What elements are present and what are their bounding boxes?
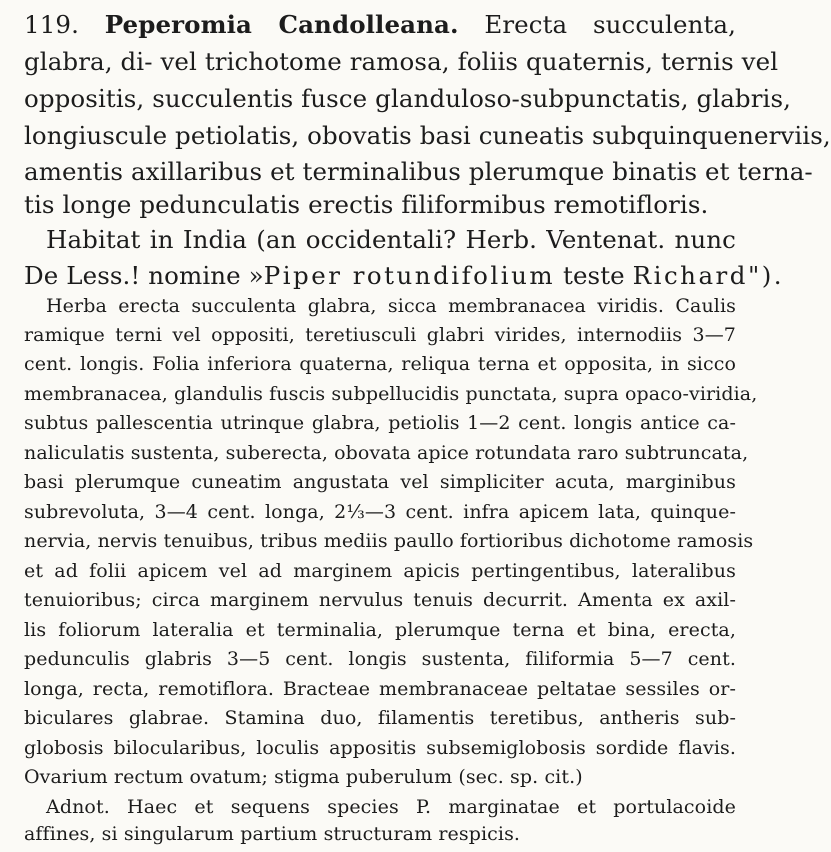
description-line: basi plerumque cuneatim angustata vel simpliciter acuta, marginibus bbox=[24, 471, 736, 493]
diagnosis-line-5: amentis axillaribus et terminalibus plerumque binatis et terna- bbox=[24, 157, 813, 186]
description-line: subtus pallescentia utrinque glabra, petiolis 1—2 cent. longis antice ca- bbox=[24, 412, 736, 434]
description-line: longa, recta, remotiflora. Bracteae membranaceae peltatae sessiles or- bbox=[24, 678, 736, 700]
adnot-line-2: affines, si singularum partium structuram respicis. bbox=[24, 823, 521, 845]
description-line: nervia, nervis tenuibus, tribus mediis paullo fortioribus dichotome ramosis bbox=[24, 530, 754, 552]
description-line: ramique terni vel oppositi, teretiusculi glabri virides, internodiis 3—7 bbox=[24, 324, 736, 346]
description-line: pedunculis glabris 3—5 cent. longis sustenta, filiformia 5—7 cent. bbox=[24, 648, 736, 670]
description-line: subrevoluta, 3—4 cent. longa, 2⅓—3 cent. infra apicem lata, quinque- bbox=[24, 501, 736, 523]
synonym-name: Piper rotundifolium bbox=[263, 261, 556, 290]
description-line: biculares glabrae. Stamina duo, filamentis teretibus, antheris sub- bbox=[24, 707, 736, 729]
description-line: membranacea, glandulis fuscis subpellucidis punctata, supra opaco-viridia, bbox=[24, 383, 758, 405]
description-line: cent. longis. Folia inferiora quaterna, reliqua terna et opposita, in sicco bbox=[24, 353, 736, 375]
habitat-line-2: De Less.! nomine »Piper rotundifolium teste Richard"). bbox=[24, 261, 785, 290]
description-line: Ovarium rectum ovatum; stigma puberulum (sec. sp. cit.) bbox=[24, 766, 583, 788]
adnot-label: Adnot. bbox=[46, 796, 110, 818]
habitat-line-1: Habitat in India (an occidentali? Herb. Ventenat. nunc bbox=[46, 225, 736, 254]
description-line: Herba erecta succulenta glabra, sicca membranacea viridis. Caulis bbox=[46, 295, 736, 317]
description-line: et ad folii apicem vel ad marginem apicis pertingentibus, lateralibus bbox=[24, 560, 736, 582]
description-line: globosis bilocularibus, loculis appositis subsemiglobosis sordide flavis. bbox=[24, 737, 736, 759]
description-line: tenuioribus; circa marginem nervulus tenuis decurrit. Amenta ex axil- bbox=[24, 589, 736, 611]
diagnosis-line-4: longiuscule petiolatis, obovatis basi cuneatis subquinquenerviis, bbox=[24, 121, 831, 150]
description-line: naliculatis sustenta, suberecta, obovata apice rotundata raro subtruncata, bbox=[24, 442, 749, 464]
entry-heading-line bbox=[24, 10, 736, 39]
diagnosis-line-2: glabra, di- vel trichotome ramosa, foliis quaternis, ternis vel bbox=[24, 47, 779, 76]
entry-number: 119. bbox=[24, 10, 79, 39]
diagnosis-line-6: tis longe pedunculatis erectis filiformibus remotifloris. bbox=[24, 190, 709, 219]
author-name: Richard"). bbox=[632, 261, 785, 290]
adnot-line-1: Adnot. Haec et sequens species P. marginatae et portulacoide bbox=[46, 796, 736, 818]
habitat-label: Habitat bbox=[46, 225, 141, 254]
diagnosis-line-3: oppositis, succulentis fusce glanduloso-subpunctatis, glabris, bbox=[24, 84, 792, 113]
species-title: Peperomia Candolleana. bbox=[104, 10, 459, 39]
diagnosis-line-1: Erecta succulenta, bbox=[484, 10, 736, 39]
description-line: lis foliorum lateralia et terminalia, plerumque terna et bina, erecta, bbox=[24, 619, 736, 641]
